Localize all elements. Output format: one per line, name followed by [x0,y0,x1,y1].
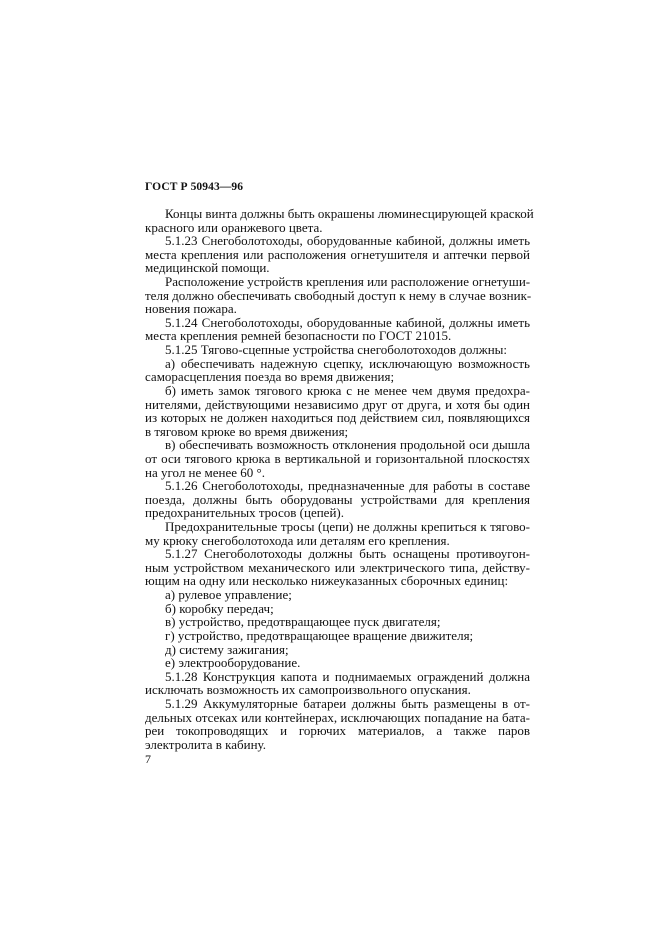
text-line: 5.1.25 Тягово-сцепные устройства снегоболотоходов должны: [165,342,508,358]
text-line: дельных отсеках или контейнерах, исключающих попадание на бата- [145,709,530,725]
text-line: 5.1.24 Снегоболотоходы, оборудованные кабиной, должны иметь [165,314,530,330]
paragraph [145,206,534,235]
text-line: места крепления или расположения огнетушителя и аптечки первой [145,246,530,262]
text-line: д) систему зажигания; [165,641,289,657]
text-line: 5.1.23 Снегоболотоходы, оборудованные кабиной, должны иметь [165,233,530,249]
text-line: Концы винта должны быть окрашены люминесцирующей краской [165,206,534,221]
text-line: 5.1.29 Аккумуляторные батареи должны быть размещены в от- [165,695,530,711]
text-line: ным устройством механического или электрического типа, действу- [145,559,530,575]
text-line: медицинской помощи. [145,260,270,276]
text-line: реи токопроводящих и горючих материалов, а также паров [145,723,530,739]
text-line: е) электрооборудование. [165,655,301,671]
text-line: ющим на одну или несколько нижеуказанных сборочных единиц: [145,573,509,589]
paragraph [145,275,530,316]
text-line: 5.1.27 Снегоболотоходы должны быть оснащены противоугон- [165,546,530,562]
paragraph [145,588,530,602]
text-line: 5.1.26 Снегоболотоходы, предназначенные для работы в составе [165,478,530,494]
document-header: ГОСТ Р 50943—96 [145,181,244,193]
document-body [145,206,534,752]
paragraph [145,629,530,643]
text-line: теля должно обеспечивать свободный доступ к нему в случае возник- [145,287,532,303]
text-line: г) устройство, предотвращающее вращение движителя; [165,627,474,643]
text-line: в тяговом крюке во время движения; [145,423,349,439]
text-line: б) иметь замок тягового крюка с не менее чем двумя предохра- [165,382,530,398]
text-line: исключать возможность их самопроизвольного опускания. [145,682,471,698]
text-line: Предохранительные тросы (цепи) не должны крепиться к тягово- [165,519,530,535]
paragraph [145,643,530,657]
text-line: из которых не должен находиться под действием сил, появляющихся [145,410,530,426]
text-line: от оси тягового крюка в вертикальной и горизонтальной плоскостях [145,450,530,466]
text-line: а) рулевое управление; [165,587,292,603]
paragraph [145,670,530,697]
paragraph [145,520,530,547]
text-line: новения пожара. [145,301,237,317]
paragraph [145,384,530,438]
text-line: в) устройство, предотвращающее пуск двигателя; [165,614,441,630]
paragraph [145,316,530,343]
paragraph [145,615,530,629]
text-line: поезда, должны быть оборудованы устройствами для крепления [145,491,530,507]
text-line: Расположение устройств крепления или расположение огнетуши- [165,274,531,290]
text-line: электролита в кабину. [145,736,266,752]
text-line: места крепления ремней безопасности по ГОСТ 21015. [145,328,452,344]
text-line: б) коробку передач; [165,600,274,616]
paragraph [145,438,530,479]
paragraph [145,234,530,275]
text-line: красного или оранжевого цвета. [145,219,323,235]
text-line: а) обеспечивать надежную сцепку, исключающую возможность [165,355,530,371]
page-number: 7 [145,752,151,766]
text-line: му крюку снегоболотохода или деталям его крепления. [145,532,450,548]
text-line: 5.1.28 Конструкция капота и поднимаемых ограждений должна [165,668,530,684]
text-line: на угол не менее 60 °. [145,464,265,480]
text-line: предохранительных тросов (цепей). [145,505,344,521]
paragraph [145,656,530,670]
paragraph [145,479,530,520]
paragraph [145,602,530,616]
text-line: саморасцепления поезда во время движения; [145,369,395,385]
text-line: в) обеспечивать возможность отклонения продольной оси дышла [165,437,530,453]
paragraph [145,343,530,357]
text-line: нителями, действующими независимо друг от друга, и хотя бы один [145,396,530,412]
paragraph [145,547,530,588]
paragraph [145,357,530,384]
paragraph [145,697,530,751]
